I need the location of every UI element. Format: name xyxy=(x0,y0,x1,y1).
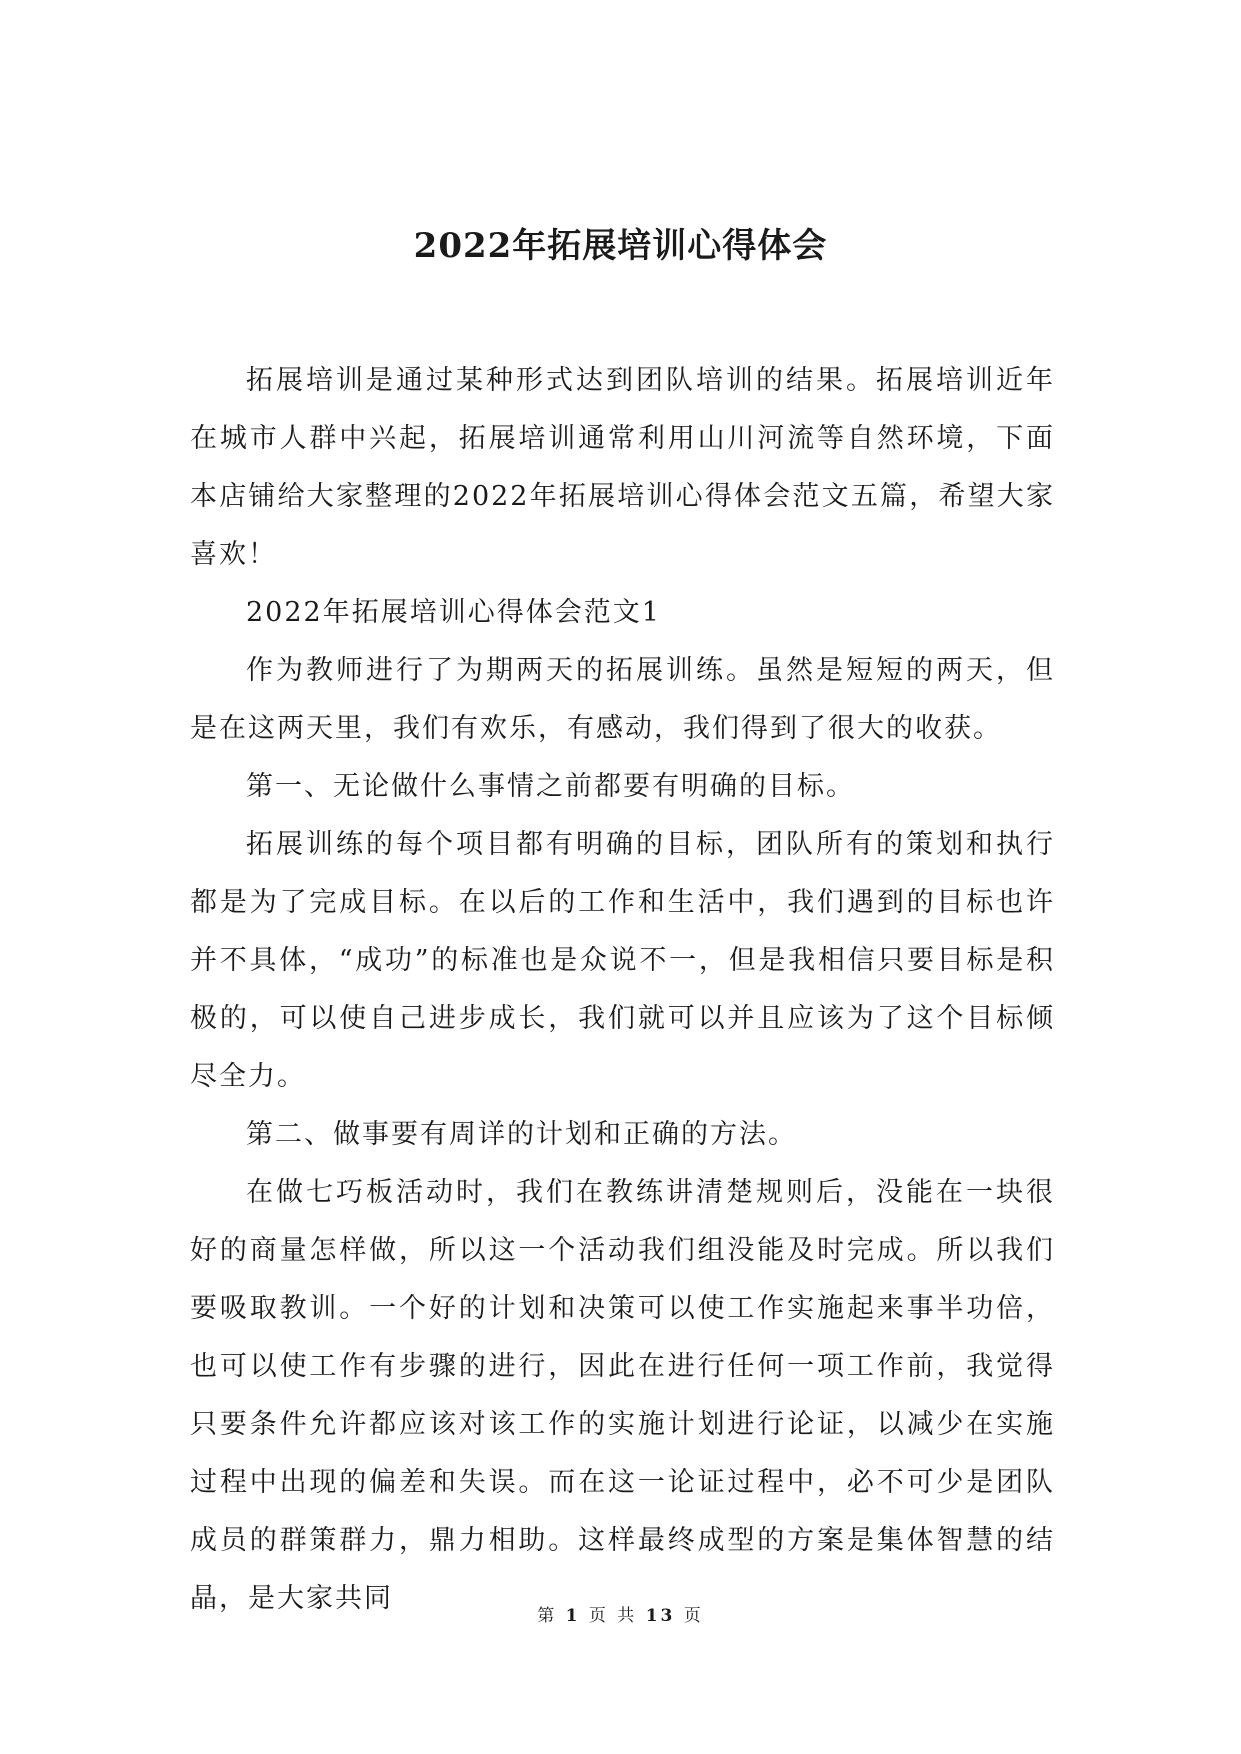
footer-suffix: 页 xyxy=(683,1606,704,1626)
footer-page-number: 1 xyxy=(565,1606,581,1626)
paragraph-point-one: 第一、无论做什么事情之前都要有明确的目标。 xyxy=(246,771,855,802)
page-footer xyxy=(0,1604,1241,1628)
footer-total-pages: 13 xyxy=(645,1606,676,1626)
paragraph: 在做七巧板活动时，我们在教练讲清楚规则后，没能在一块很好的商量怎样做，所以这一个活动我们组没能及时完成。所以我们要吸取教训。一个好的计划和决策可以使工作实施起来事半功倍，也可以使工作有步骤的进行，因此在进行任何一项工作前，我觉得只要条件允许都应该对该工作的实施计划进行论证，以减少在实施过程中出现的偏差和失误。而在这一论证过程中，必不可少是团队成员的群策群力，鼎力相助。这样最终成型的方案是集体智慧的结晶，是大家共同 xyxy=(190,1177,1055,1614)
paragraph-intro: 拓展培训是通过某种形式达到团队培训的结果。拓展培训近年在城市人群中兴起，拓展培训通常利用山川河流等自然环境，下面本店铺给大家整理的2022年拓展培训心得体会范文五篇，希望大家喜欢！ xyxy=(190,365,1055,570)
paragraph-section-heading: 2022年拓展培训心得体会范文1 xyxy=(246,597,661,628)
paragraph-point-two: 第二、做事要有周详的计划和正确的方法。 xyxy=(246,1119,797,1150)
document-body xyxy=(190,352,1055,1628)
footer-middle: 页 共 xyxy=(588,1606,638,1626)
paragraph: 拓展训练的每个项目都有明确的目标，团队所有的策划和执行都是为了完成目标。在以后的工作和生活中，我们遇到的目标也许并不具体，“成功”的标准也是众说不一，但是我相信只要目标是积极的，可以使自己进步成长，我们就可以并且应该为了这个目标倾尽全力。 xyxy=(190,829,1055,1092)
document-title: 2022年拓展培训心得体会 xyxy=(413,226,828,266)
paragraph: 作为教师进行了为期两天的拓展训练。虽然是短短的两天，但是在这两天里，我们有欢乐，有感动，我们得到了很大的收获。 xyxy=(190,655,1055,744)
footer-prefix: 第 xyxy=(537,1606,558,1626)
